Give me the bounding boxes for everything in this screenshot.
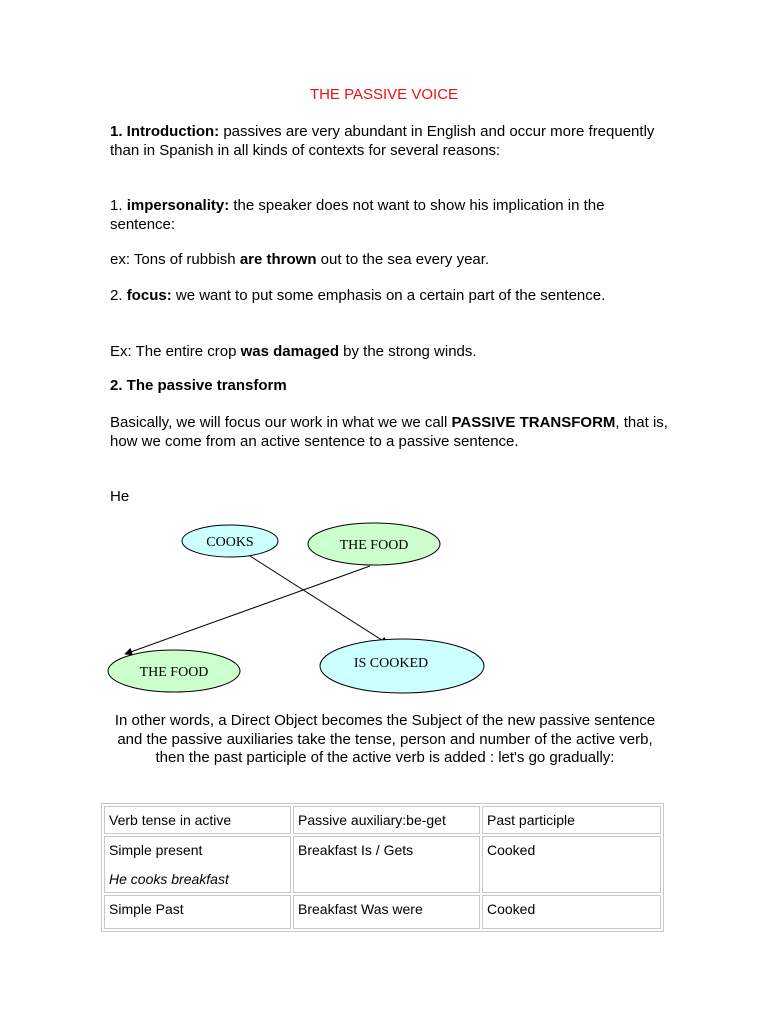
label-the-food-bottom: THE FOOD bbox=[139, 665, 209, 680]
impersonality-heading: impersonality: bbox=[126, 197, 230, 214]
example-2-pre: Ex: The entire crop bbox=[110, 343, 241, 360]
passive-table bbox=[101, 803, 664, 932]
intro-paragraph bbox=[110, 123, 670, 160]
impersonality-paragraph bbox=[110, 197, 670, 234]
label-cooks: COOKS bbox=[206, 535, 254, 550]
tense-name: Simple present bbox=[109, 842, 203, 858]
table-cell: Breakfast Was were bbox=[293, 895, 480, 929]
example-2 bbox=[110, 343, 670, 362]
focus-paragraph bbox=[110, 287, 670, 306]
table-cell: Breakfast Is / Gets bbox=[293, 836, 480, 893]
example-1-verb: are thrown bbox=[239, 251, 317, 268]
explanation-paragraph: In other words, a Direct Object becomes the Subject of the new passive sentence and the passive auxiliaries take the tense, person and number of the active verb, then the past participle of the active verb is added : let's go gradually: bbox=[114, 712, 656, 766]
example-1 bbox=[110, 251, 670, 270]
intro-text: passives are very abundant in English and occur more frequently than in Spanish in all kinds of contexts for several reasons: bbox=[110, 123, 655, 159]
table-header-cell: Passive auxiliary:be-get bbox=[293, 806, 480, 834]
table-cell bbox=[104, 836, 291, 893]
table-cell: Cooked bbox=[482, 836, 661, 893]
transform-post: , that is, how we come from an active sentence to a passive sentence. bbox=[110, 414, 668, 450]
example-2-verb: was damaged bbox=[240, 343, 339, 360]
example-1-pre: ex: Tons of rubbish bbox=[110, 251, 240, 268]
label-is-cooked: IS COOKED bbox=[353, 656, 429, 671]
focus-text: we want to put some emphasis on a certain part of the sentence. bbox=[171, 287, 606, 304]
table-cell: Cooked bbox=[482, 895, 661, 929]
arrow-food-to-food bbox=[125, 566, 370, 654]
section-2-heading-text: 2. The passive transform bbox=[110, 377, 287, 394]
focus-heading: focus: bbox=[126, 287, 172, 304]
impersonality-number: 1. bbox=[110, 197, 127, 214]
table-header-cell: Past participle bbox=[482, 806, 661, 834]
label-the-food-top: THE FOOD bbox=[339, 538, 409, 553]
he-text: He bbox=[110, 488, 130, 505]
page-title: THE PASSIVE VOICE bbox=[309, 86, 459, 103]
transform-paragraph bbox=[110, 414, 670, 451]
active-passive-diagram bbox=[100, 515, 490, 705]
example-2-post: by the strong winds. bbox=[339, 343, 477, 360]
intro-heading: 1. Introduction: bbox=[110, 123, 220, 140]
table-cell: Simple Past bbox=[104, 895, 291, 929]
table-header-cell: Verb tense in active bbox=[104, 806, 291, 834]
tense-example: He cooks breakfast bbox=[109, 871, 229, 887]
arrow-cooks-to-is-cooked bbox=[250, 556, 388, 644]
table-row bbox=[104, 895, 661, 929]
focus-number: 2. bbox=[110, 287, 127, 304]
transform-pre: Basically, we will focus our work in what we we call bbox=[110, 414, 452, 431]
example-1-post: out to the sea every year. bbox=[316, 251, 490, 268]
transform-term: PASSIVE TRANSFORM bbox=[451, 414, 616, 431]
section-2-heading bbox=[110, 377, 670, 396]
table-header-row bbox=[104, 806, 661, 834]
impersonality-text: the speaker does not want to show his implication in the sentence: bbox=[110, 197, 605, 233]
table-row bbox=[104, 836, 661, 893]
